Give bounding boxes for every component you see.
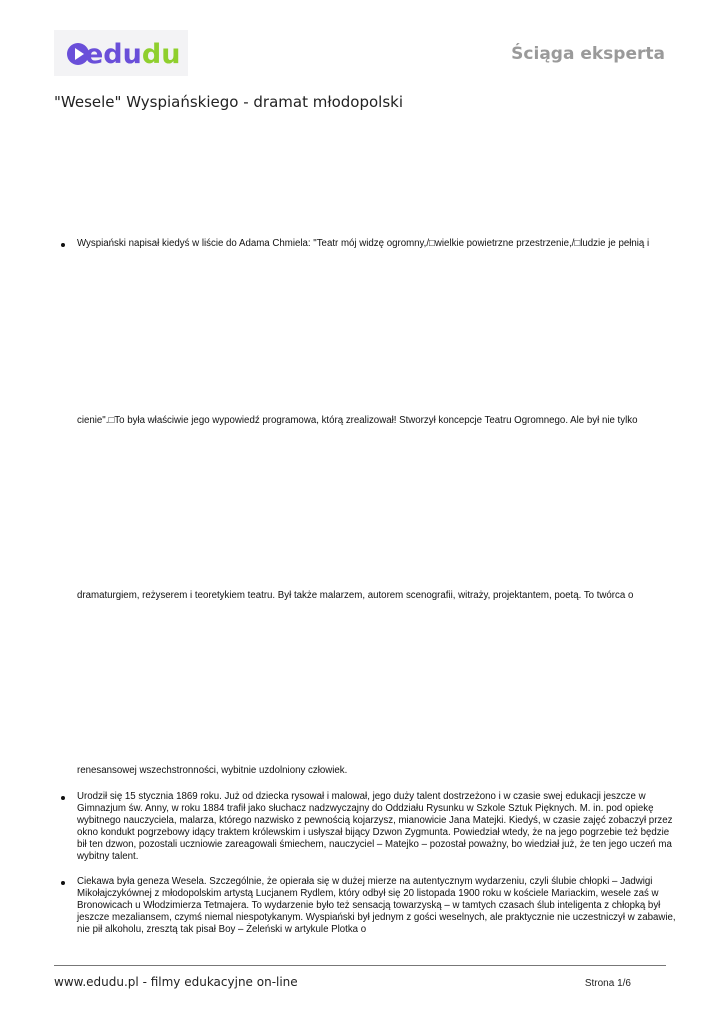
paragraph-genesis: Ciekawa była geneza Wesela. Szczególnie, że opierała się w dużej mierze na autentycznym wydarzeniu, czyli ślubie chłopki – Jadwigi Mikołajczykównej z młodopolskim artystą Lucjanem Rydlem, który odbył się 20 listopada 1900 roku w kościele Mariackim, wesele zaś w Bronowicach u Włodzimierza Tetmajera. To wydarzenie było też sensacją towarzyską – w tamtych czasach ślub inteligenta z chłopką był jeszcze mezaliansem, czymś niemal niespotykanym. Wyspiański był jednym z gości weselnych, ale praktycznie nie uczestniczył w zabawie, nie pił alkoholu, zresztą tak pisał Boy – Żeleński w artykule Plotka o <box>77 876 676 935</box>
bullet-marker <box>61 796 65 800</box>
paragraph-line: renesansowej wszechstronności, wybitnie uzdolniony człowiek. <box>77 765 348 776</box>
header-tag: Ściąga eksperta <box>511 44 665 64</box>
document-title: "Wesele" Wyspiańskiego - dramat młodopolski <box>54 93 403 111</box>
paragraph-line: Wyspiański napisał kiedyś w liście do Adama Chmiela: "Teatr mój widzę ogromny,/□wielkie powietrzne przestrzenie,/□ludzie je pełnią i <box>77 238 650 249</box>
paragraph-line: cienie".□To była właściwie jego wypowiedź programowa, którą zrealizował! Stworzył koncepcje Teatru Ogromnego. Ale był nie tylko <box>77 415 638 426</box>
edudu-logo-icon <box>54 30 188 76</box>
edudu-logo[interactable] <box>54 30 188 76</box>
page-number: Strona 1/6 <box>584 978 631 989</box>
footer-site-link[interactable]: www.edudu.pl - filmy edukacyjne on-line <box>54 975 298 989</box>
paragraph-birth: Urodził się 15 stycznia 1869 roku. Już od dziecka rysował i malował, jego duży talent dostrzeżono i w czasie swej edukacji jeszcze w Gimnazjum św. Anny, w roku 1884 trafił jako słuchacz nadzwyczajny do Oddziału Rysunku w Szkole Sztuk Pięknych. M. in. pod opiekę wybitnego nauczyciela, malarza, którego nazwisko z pewnością kojarzysz, mianowicie Jana Matejki. Kiedyś, w czasie zajęć zobaczył przez okno kondukt pogrzebowy idący traktem królewskim i usłyszał bijący Dzwon Zygmunta. Powiedział wtedy, że na jego pogrzebie też będzie bił ten dzwon, pozostali uczniowie zareagowali śmiechem, nauczyciel – Matejko – pozostał poważny, bo wiedział już, że ten jego uczeń ma wybitny talent. <box>77 791 673 862</box>
footer-divider <box>54 965 666 966</box>
bullet-marker <box>61 881 65 885</box>
bullet-marker <box>61 243 65 247</box>
logo-wordmark: edudu <box>85 39 181 70</box>
paragraph-line: dramaturgiem, reżyserem i teoretykiem teatru. Był także malarzem, autorem scenografii, witraży, projektantem, poetą. To twórca o <box>77 590 634 601</box>
